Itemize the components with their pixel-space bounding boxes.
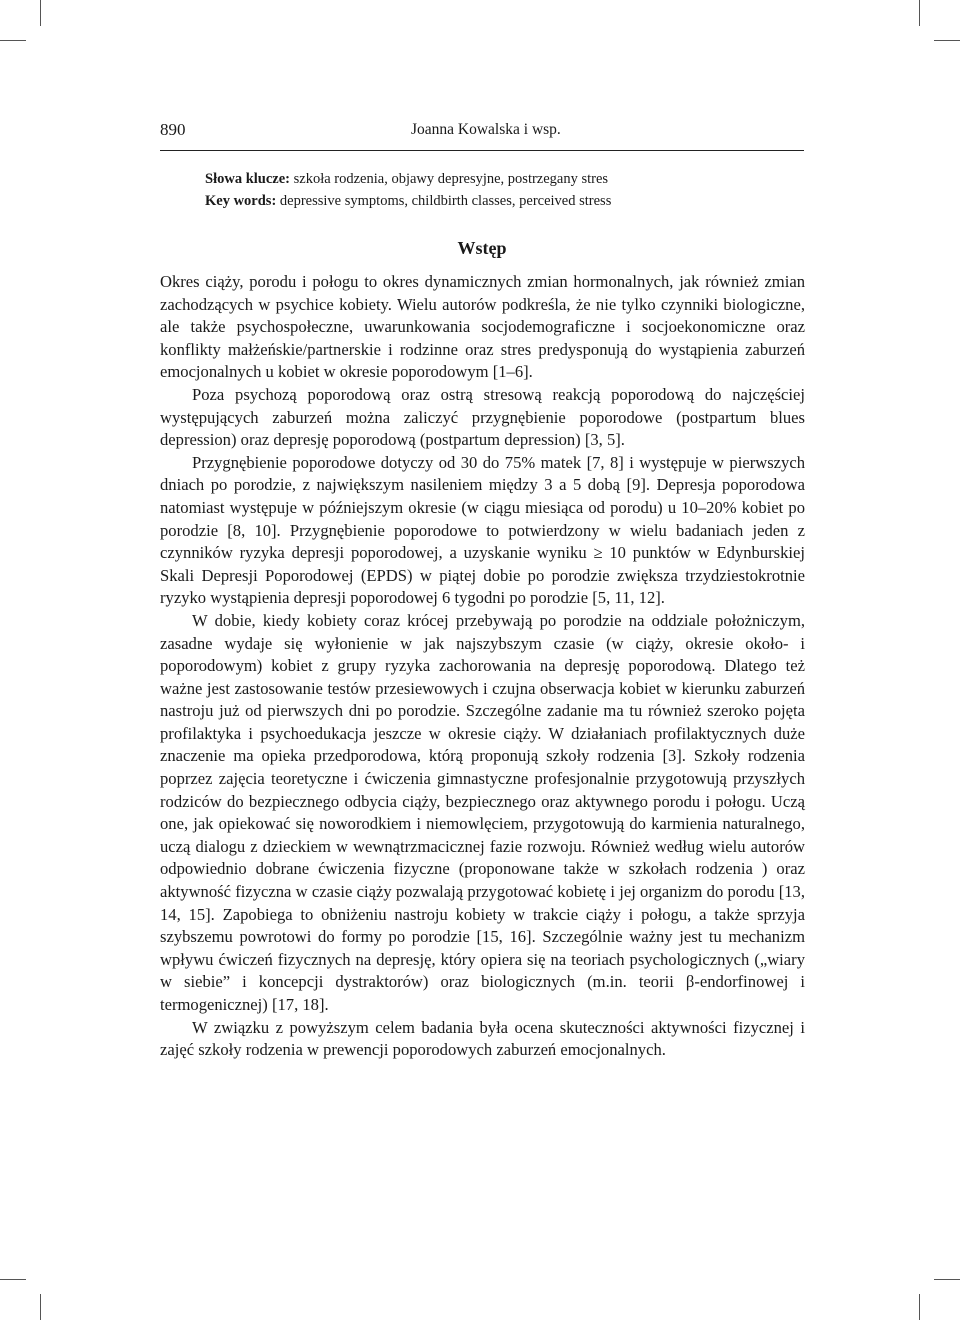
paragraph-2: Poza psychozą poporodową oraz ostrą stresową reakcją poporodową do najczęściej występujących zaburzeń można zaliczyć przygnębienie poporodowe (postpartum blues depression) oraz depresję poporodową (postpartum depression) [3, 5]. — [160, 384, 805, 450]
paragraph-5: W związku z powyższym celem badania była ocena skuteczności aktywności fizycznej i zajęć szkoły rodzenia w prewencji poporodowych zaburzeń emocjonalnych. — [160, 1017, 805, 1060]
keywords-pl-text: szkoła rodzenia, objawy depresyjne, postrzegany stres — [293, 171, 609, 187]
crop-mark-top-left-h — [0, 40, 26, 41]
paragraph-3: Przygnębienie poporodowe dotyczy od 30 do 75% matek [7, 8] i występuje w pierwszych dniach po porodzie, z największym nasileniem między 3 a 5 dobą [9]. Depresja poporodowa natomiast występuje w późniejszym okresie (w ciągu miesiąca od porodu) u 10–20% kobiet po porodzie [8, 10]. Przygnębienie poporodowe to potwierdzony w wielu badaniach jeden z czynników ryzyka depresji poporodowej, a uzyskanie wyniku ≥ 10 punktów w Edynburskiej Skali Depresji Poporodowej (EPDS) w piątej dobie po porodzie zwiększa trzydziestokrotnie ryzyko wystąpienia depresji poporodowej 6 tygodni po porodzie [5, 11, 12]. — [160, 452, 805, 608]
crop-mark-bottom-right-v — [919, 1294, 920, 1320]
crop-mark-bottom-left-h — [0, 1279, 26, 1280]
keywords-pl — [205, 168, 805, 190]
crop-mark-top-left-v — [40, 0, 41, 26]
crop-mark-bottom-right-h — [934, 1279, 960, 1280]
paragraph-1: Okres ciąży, porodu i połogu to okres dynamicznych zmian hormonalnych, jak również zmian zachodzących w psychice kobiety. Wielu autorów podkreśla, że nie tylko czynniki biologiczne, ale także psychospołeczne, uwarunkowania socjodemograficzne i socjoekonomiczne oraz konflikty małżeńskie/partnerskie i rodzinne oraz stres predysponują do wystąpienia zaburzeń emocjonalnych u kobiet w okresie poporodowym [1–6]. — [160, 272, 805, 382]
crop-mark-top-right-h — [934, 40, 960, 41]
keywords-en — [205, 190, 805, 212]
body-text — [160, 271, 805, 1062]
page-header — [160, 118, 804, 151]
keywords-en-label: Key words: — [205, 193, 277, 209]
section-heading: Wstęp — [457, 238, 507, 258]
page-number: 890 — [160, 120, 186, 139]
crop-mark-top-right-v — [919, 0, 920, 26]
keywords-en-text: depressive symptoms, childbirth classes, perceived stress — [279, 193, 612, 209]
paragraph-4: W dobie, kiedy kobiety coraz krócej przebywają po porodzie na oddziale położniczym, zasadne wydaje się wyłonienie w jak najszybszym czasie (w ciąży, okresie około- i poporodowym) kobiet z grupy ryzyka zachorowania na depresję poporodową. Dlatego też ważne jest zastosowanie testów przesiewowych i czujna obserwacja kobiet w kierunku zaburzeń nastroju już od pierwszych dni po porodzie. Szczególne zadanie ma tu również szeroko pojęta profilaktyka i psychoedukacja jeszcze w okresie ciąży. W działaniach profilaktycznych duże znaczenie ma opieka przedporodowa, którą proponują szkoły rodzenia [3]. Szkoły rodzenia poprzez zajęcia teoretyczne i ćwiczenia gimnastyczne profesjonalnie przygotowują przyszłych rodziców do bezpiecznego odbycia ciąży, bezpiecznego oraz aktywnego porodu i połogu. Uczą one, jak opiekować się noworodkiem i niemowlęciem, przygotowują do karmienia naturalnego, uczą dialogu z dzieckiem w wewnątrzmacicznej fazie rozwoju. Również według wielu autorów odpowiednio dobrane ćwiczenia fizyczne (proponowane także w szkołach rodzenia ) oraz aktywność fizyczna w czasie ciąży pozwalają przygotować kobietę i jej organizm do porodu [13, 14, 15]. Zapobiega to obniżeniu nastroju kobiety w trakcie ciąży i połogu, a także sprzyja szybszemu powrotowi do formy po porodzie [15, 16]. Szczególnie ważny jest tu mechanizm wpływu ćwiczeń fizycznych na depresję, który opiera się na teoriach psychologicznych („wiary w siebie” i koncepcji dystraktorów) oraz biologicznych (m.in. teorii β-endorfinowej i termogenicznej) [17, 18]. — [160, 610, 805, 1014]
keywords-block — [205, 168, 805, 212]
keywords-pl-label: Słowa klucze: — [205, 171, 290, 187]
running-head: Joanna Kowalska i wsp. — [411, 121, 561, 138]
crop-mark-bottom-left-v — [40, 1294, 41, 1320]
